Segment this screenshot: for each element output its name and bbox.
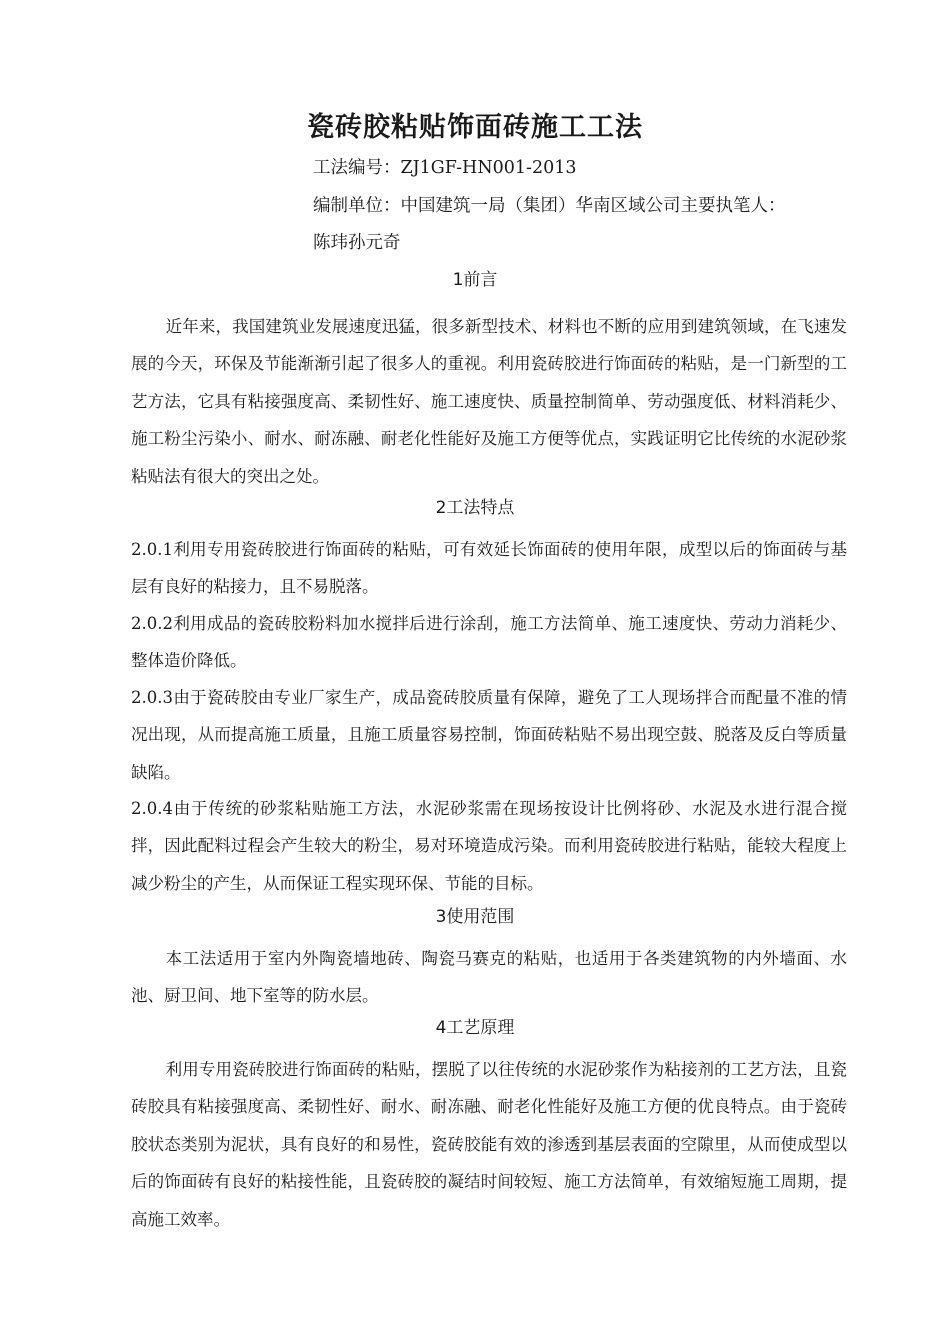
section-2-item-3: 2.0.3由于瓷砖胶由专业厂家生产，成品瓷砖胶质量有保障，避免了工人现场拌合而配量不准的情况出现，从而提高施工质量，且施工质量容易控制，饰面砖粘贴不易出现空鼓、脱落及反白等质量缺陷。 (131, 688, 847, 782)
section-heading-3: 3使用范围 (435, 907, 515, 927)
document-title: 瓷砖胶粘贴饰面砖施工工法 (307, 112, 643, 143)
authors: 陈玮孙元奇 (313, 233, 401, 253)
section-2-item-1: 2.0.1利用专用瓷砖胶进行饰面砖的粘贴，可有效延长饰面砖的使用年限，成型以后的饰面砖与基层有良好的粘接力，且不易脱落。 (131, 540, 847, 597)
section-heading-2: 2工法特点 (435, 498, 515, 518)
compiling-unit: 编制单位：中国建筑一局（集团）华南区域公司主要执笔人： (313, 196, 786, 216)
method-code: 工法编号：ZJ1GF-HN001-2013 (313, 158, 577, 178)
section-1-paragraph-1: 近年来，我国建筑业发展速度迅猛，很多新型技术、材料也不断的应用到建筑领域，在飞速发展的今天，环保及节能渐渐引起了很多人的重视。利用瓷砖胶进行饰面砖的粘贴，是一门新型的工艺方法，它具有粘接强度高、柔韧性好、施工速度快、质量控制简单、劳动强度低、材料消耗少、施工粉尘污染小、耐水、耐冻融、耐老化性能好及施工方便等优点，实践证明它比传统的水泥砂浆粘贴法有很大的突出之处。 (131, 317, 847, 486)
section-heading-1: 1前言 (452, 270, 498, 290)
section-2-item-4: 2.0.4由于传统的砂浆粘贴施工方法，水泥砂浆需在现场按设计比例将砂、水泥及水进行混合搅拌，因此配料过程会产生较大的粉尘，易对环境造成污染。而利用瓷砖胶进行粘贴，能较大程度上减少粉尘的产生，从而保证工程实现环保、节能的目标。 (131, 799, 847, 893)
section-2-item-2: 2.0.2利用成品的瓷砖胶粉料加水搅拌后进行涂刮，施工方法简单、施工速度快、劳动力消耗少、整体造价降低。 (131, 614, 847, 671)
section-4-paragraph-1: 利用专用瓷砖胶进行饰面砖的粘贴，摆脱了以往传统的水泥砂浆作为粘接剂的工艺方法，且瓷砖胶具有粘接强度高、柔韧性好、耐水、耐冻融、耐老化性能好及施工方便的优良特点。由于瓷砖胶状态类别为泥状，具有良好的和易性，瓷砖胶能有效的渗透到基层表面的空隙里，从而使成型以后的饰面砖有良好的粘接性能，且瓷砖胶的凝结时间较短、施工方法简单，有效缩短施工周期，提高施工效率。 (131, 1060, 847, 1229)
section-heading-4: 4工艺原理 (435, 1018, 515, 1038)
section-3-paragraph-1: 本工法适用于室内外陶瓷墙地砖、陶瓷马赛克的粘贴，也适用于各类建筑物的内外墙面、水池、厨卫间、地下室等的防水层。 (131, 949, 847, 1006)
